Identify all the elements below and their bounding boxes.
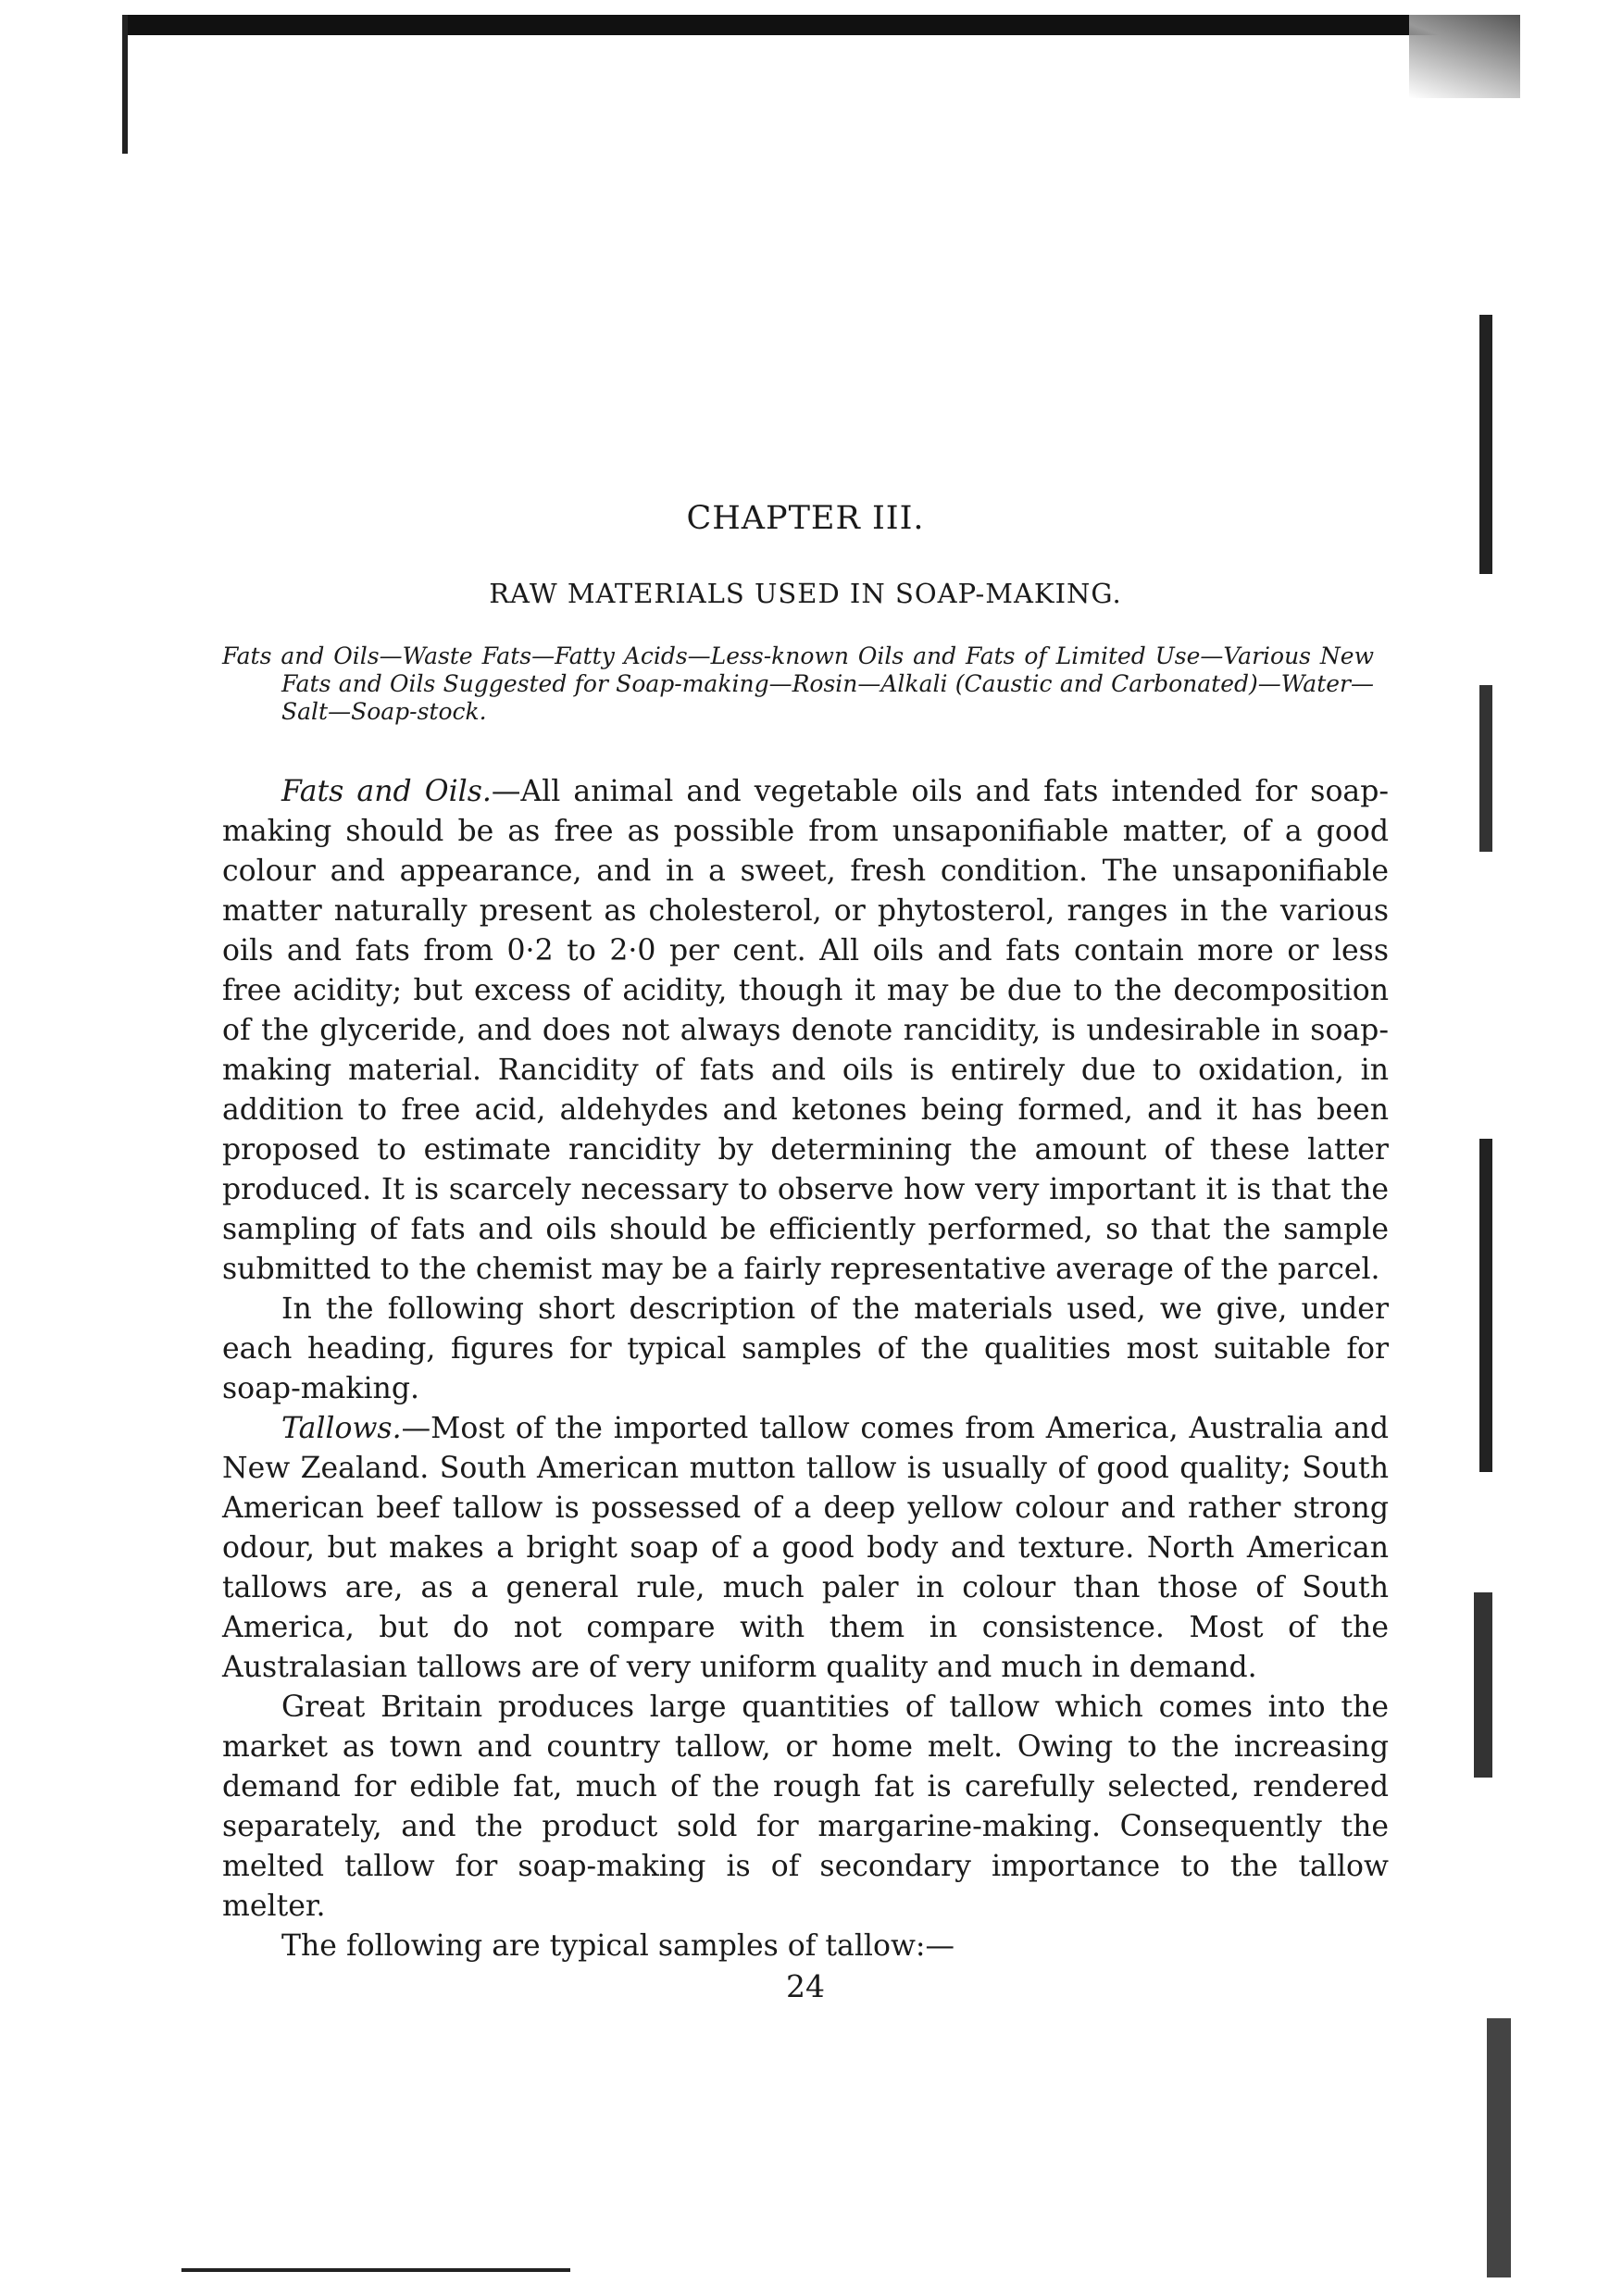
book-page	[222, 500, 1389, 2004]
scan-border-left	[122, 15, 128, 154]
chapter-heading: CHAPTER III.	[686, 500, 925, 537]
paragraph-run-head: Tallows.	[281, 1412, 402, 1445]
chapter-synopsis: Fats and Oils—Waste Fats—Fatty Acids—Less-known Oils and Fats of Limited Use—Various New Fats and Oils Suggested for Soap-making—Rosin—Alkali (Caustic and Carbonated)—Water—Salt—Soap-stock.	[222, 643, 1374, 725]
scan-edge-shadow	[1479, 1139, 1492, 1472]
paragraph-text: —Most of the imported tallow comes from America, Australia and New Zealand. South American mutton tallow is usually of good quality; South American beef tallow is possessed of a deep yellow colour and rather strong odour, but makes a bright soap of a good body and texture. North American tallows are, as a general rule, much paler in colour than those of South America, but do not compare with them in consistence. Most of the Australasian tallows are of very uniform quality and much in demand.	[222, 1412, 1389, 1684]
scan-edge-shadow	[1474, 1592, 1492, 1778]
scan-border-top	[122, 15, 1492, 35]
scan-border-bottom	[181, 2268, 570, 2272]
paragraph	[222, 1290, 1389, 1409]
paragraph-text: —All animal and vegetable oils and fats intended for soap-making should be as free as possible from unsaponifiable matter, of a good colour and appearance, and in a sweet, fresh condition. The unsaponifiable matter naturally present as cholesterol, or phytosterol, ranges in the various oils and fats from 0·2 to 2·0 per cent. All oils and fats contain more or less free acidity; but excess of acidity, though it may be due to the decomposition of the glyceride, and does not always denote rancidity, is undesirable in soap-making material. Rancidity of fats and oils is entirely due to oxidation, in addition to free acid, aldehydes and ketones being formed, and it has been proposed to estimate rancidity by determining the amount of these latter produced. It is scarcely necessary to observe how very important it is that the sampling of fats and oils should be efficiently performed, so that the sample submitted to the chemist may be a fairly representative average of the parcel.	[222, 775, 1390, 1286]
paragraph-text: In the following short description of the materials used, we give, under each heading, figures for typical samples of the qualities most suitable for soap-making.	[222, 1292, 1389, 1405]
paragraph	[222, 1688, 1389, 1927]
page-number: 24	[786, 1968, 825, 2004]
scan-edge-shadow	[1487, 2018, 1511, 2277]
paragraph	[222, 772, 1389, 1290]
chapter-title: RAW MATERIALS USED IN SOAP-MAKING.	[489, 578, 1122, 609]
paragraph-run-head: Fats and Oils.	[281, 775, 492, 808]
scan-edge-shadow	[1479, 315, 1492, 574]
paragraph	[222, 1927, 1389, 1966]
paragraph-text: The following are typical samples of tallow:—	[281, 1929, 955, 1963]
scan-edge-shadow	[1479, 685, 1492, 852]
scan-corner-shadow	[1409, 15, 1520, 98]
paragraph-text: Great Britain produces large quantities of tallow which comes into the market as town and country tallow, or home melt. Owing to the increasing demand for edible fat, much of the rough fat is carefully selected, rendered separately, and the product sold for margarine-making. Consequently the melted tallow for soap-making is of secondary importance to the tallow melter.	[222, 1691, 1389, 1923]
paragraph	[222, 1409, 1389, 1688]
